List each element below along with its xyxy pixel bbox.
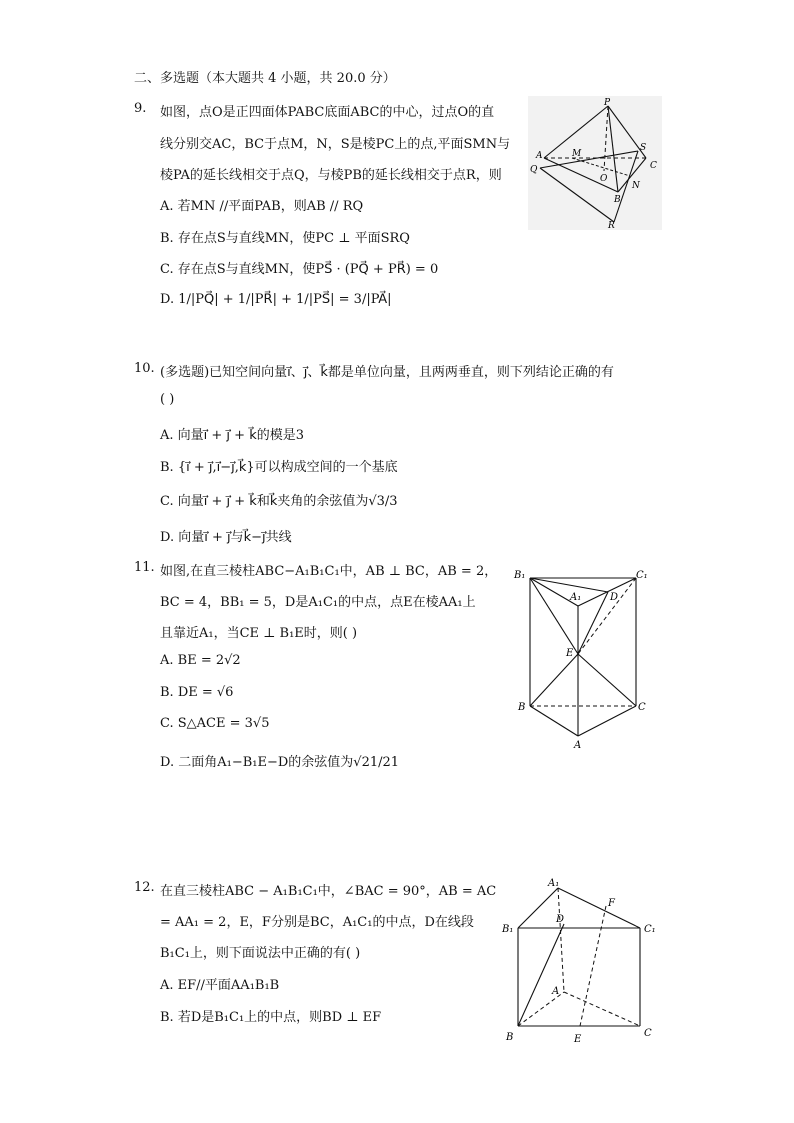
label-c: C	[650, 161, 657, 171]
question-text-line: 如图，点O是正四面体PABC底面ABC的中心，过点O的直	[160, 105, 495, 120]
label-c: C	[638, 702, 646, 713]
question-number: 9.	[134, 101, 147, 116]
option-c: C. S△ACE = 3√5	[160, 716, 270, 731]
label-r: R	[608, 221, 615, 230]
question-text-line: (多选题)已知空间向量i⃗、j⃗、k⃗都是单位向量，且两两垂直，则下列结论正确的有	[160, 365, 614, 380]
option-d: D. 向量i⃗ + j⃗与k⃗−j⃗共线	[160, 530, 292, 545]
option-d: D. 1/|PQ⃗| + 1/|PR⃗| + 1/|PS⃗| = 3/|PA⃗|	[160, 292, 392, 307]
label-s: S	[640, 143, 647, 153]
label-d: D	[610, 592, 619, 603]
label-d: D	[556, 914, 565, 925]
question-text-line: 在直三棱柱ABC − A₁B₁C₁中，∠BAC = 90°，AB = AC	[160, 884, 497, 899]
option-a: A. 向量i⃗ + j⃗ + k⃗的模是3	[160, 428, 304, 443]
label-p: P	[604, 98, 611, 108]
option-d: D. 二面角A₁−B₁E−D的余弦值为√21/21	[160, 755, 400, 770]
section-title: 二、多选题（本大题共 4 小题，共 20.0 分）	[134, 71, 396, 86]
label-m: M	[572, 149, 582, 159]
question-text-line: 且靠近A₁，当CE ⊥ B₁E时，则( )	[160, 626, 358, 641]
question-text-line: 棱PA的延长线相交于点Q，与棱PB的延长线相交于点R，则	[160, 168, 502, 183]
label-b: B	[614, 195, 621, 205]
label-b: B	[518, 702, 526, 713]
tetrahedron-figure	[528, 96, 662, 230]
option-b: B. {i⃗ + j⃗,i⃗−j⃗,k⃗}可以构成空间的一个基底	[160, 460, 398, 475]
question-number: 11.	[134, 560, 155, 575]
label-b1: B₁	[514, 570, 526, 581]
question-text-line: BC = 4，BB₁ = 5，D是A₁C₁的中点，点E在棱AA₁上	[160, 595, 476, 610]
label-a: A	[552, 986, 560, 997]
label-e: E	[566, 648, 574, 659]
label-c1: C₁	[636, 570, 648, 581]
label-b1: B₁	[502, 924, 514, 935]
label-n: N	[632, 181, 640, 191]
label-a1: A₁	[548, 878, 560, 889]
label-c: C	[644, 1028, 652, 1039]
question-number: 12.	[134, 880, 155, 895]
question-text-line: B₁C₁上，则下面说法中正确的有( )	[160, 946, 361, 961]
question-text-line: 线分别交AC，BC于点M，N，S是棱PC上的点,平面SMN与	[160, 137, 511, 152]
option-b: B. 若D是B₁C₁上的中点，则BD ⊥ EF	[160, 1010, 382, 1025]
label-a: A	[574, 740, 582, 751]
prism-figure-11	[512, 566, 656, 752]
question-text-line: = AA₁ = 2，E，F分别是BC，A₁C₁的中点，D在线段	[160, 915, 474, 930]
question-text-line: 如图,在直三棱柱ABC−A₁B₁C₁中，AB ⊥ BC，AB = 2，	[160, 564, 498, 579]
label-o: O	[600, 174, 608, 184]
option-a: A. 若MN //平面PAB，则AB // RQ	[160, 199, 364, 214]
option-c: C. 向量i⃗ + j⃗ + k⃗和k⃗夹角的余弦值为√3/3	[160, 494, 398, 509]
label-a: A	[536, 151, 543, 161]
label-e: E	[574, 1034, 582, 1045]
option-b: B. DE = √6	[160, 685, 234, 700]
option-a: A. EF//平面AA₁B₁B	[160, 978, 280, 993]
label-f: F	[608, 898, 615, 909]
label-q: Q	[530, 165, 538, 175]
option-a: A. BE = 2√2	[160, 653, 241, 668]
question-number: 10.	[134, 361, 155, 376]
prism-figure-12	[500, 874, 664, 1046]
option-c: C. 存在点S与直线MN，使PS⃗ · (PQ⃗ + PR⃗) = 0	[160, 262, 439, 277]
label-b: B	[506, 1032, 514, 1043]
label-a1: A₁	[570, 592, 582, 603]
option-b: B. 存在点S与直线MN，使PC ⊥ 平面SRQ	[160, 231, 410, 246]
label-c1: C₁	[644, 924, 656, 935]
question-text-line: ( )	[160, 392, 175, 407]
